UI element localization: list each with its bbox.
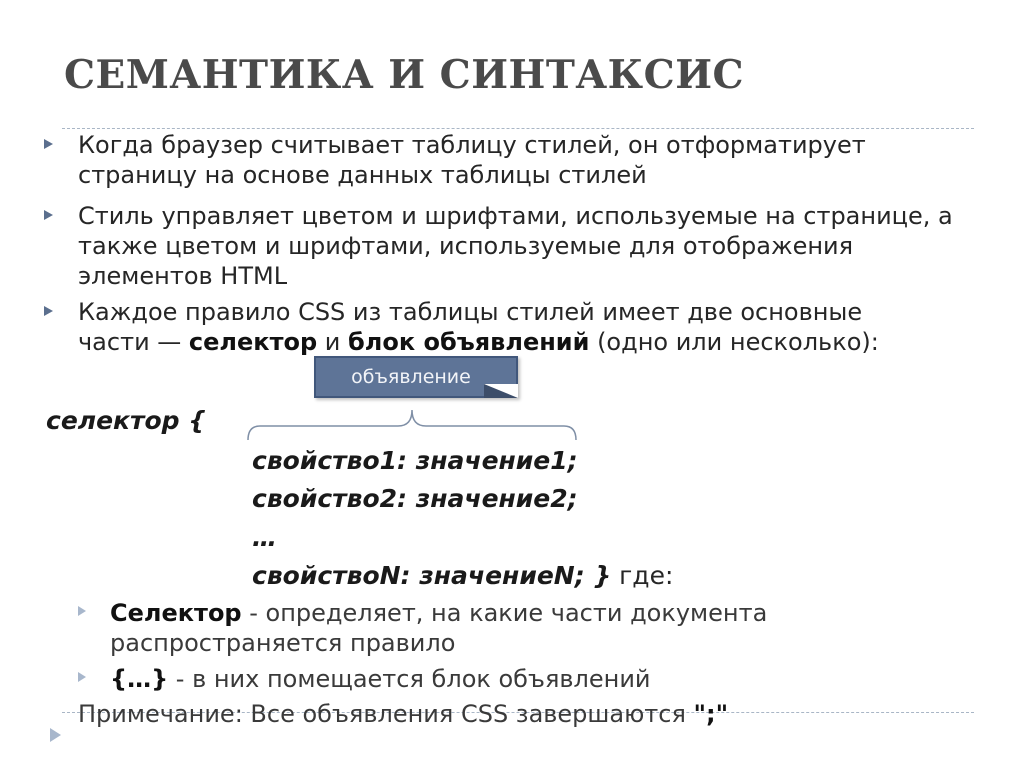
code-property-2: свойство2: значение2;	[252, 484, 578, 513]
triangle-subbullet-icon	[78, 606, 86, 616]
code-property-n: свойствоN: значениеN; } где:	[252, 561, 674, 590]
top-divider	[62, 128, 974, 129]
code-property-1: свойство1: значение1;	[252, 446, 578, 475]
term-selector: селектор	[188, 328, 318, 356]
bullet-text-line: части — селектор и блок объявлений (одно или несколько):	[78, 328, 879, 356]
callout-label: объявление	[351, 366, 471, 388]
callout-fold	[484, 384, 518, 398]
triangle-bullet-icon	[44, 210, 53, 220]
triangle-subbullet-icon	[78, 672, 86, 682]
bullet-text: Стиль управляет цветом и шрифтами, используемые на странице, а также цветом и шрифтами, используемые для отображения элементов HTML	[78, 202, 953, 290]
subbullet-line: {…} - в них помещается блок объявлений	[110, 665, 651, 693]
triangle-bullet-icon	[44, 139, 53, 149]
subbullet-text	[110, 664, 970, 694]
bullet-text: Каждое правило CSS из таблицы стилей имеет две основные части — селектор и блок объявлений (одно или несколько):	[78, 297, 984, 357]
subbullet-line: Селектор - определяет, на какие части документа	[110, 599, 768, 627]
semicolon-term: ";"	[693, 700, 729, 728]
note-text: Примечание: Все объявления CSS завершаются ";"	[78, 700, 729, 728]
slide-title: СЕМАНТИКА И СИНТАКСИС	[64, 52, 745, 98]
subbullet-text: Селектор - определяет, на какие части документа распространяется правило	[110, 598, 970, 658]
declaration-callout	[314, 356, 518, 398]
code-ellipsis: …	[252, 523, 277, 552]
bullet-text: Когда браузер считывает таблицу стилей, он отформатирует страницу на основе данных таблицы стилей	[78, 131, 866, 189]
curly-brace-icon	[246, 406, 578, 442]
corner-arrow-icon	[50, 728, 61, 742]
where-label: где:	[611, 561, 674, 590]
triangle-bullet-icon	[44, 306, 53, 316]
term-declaration-block: блок объявлений	[348, 328, 590, 356]
code-selector-line: селектор {	[46, 406, 207, 435]
